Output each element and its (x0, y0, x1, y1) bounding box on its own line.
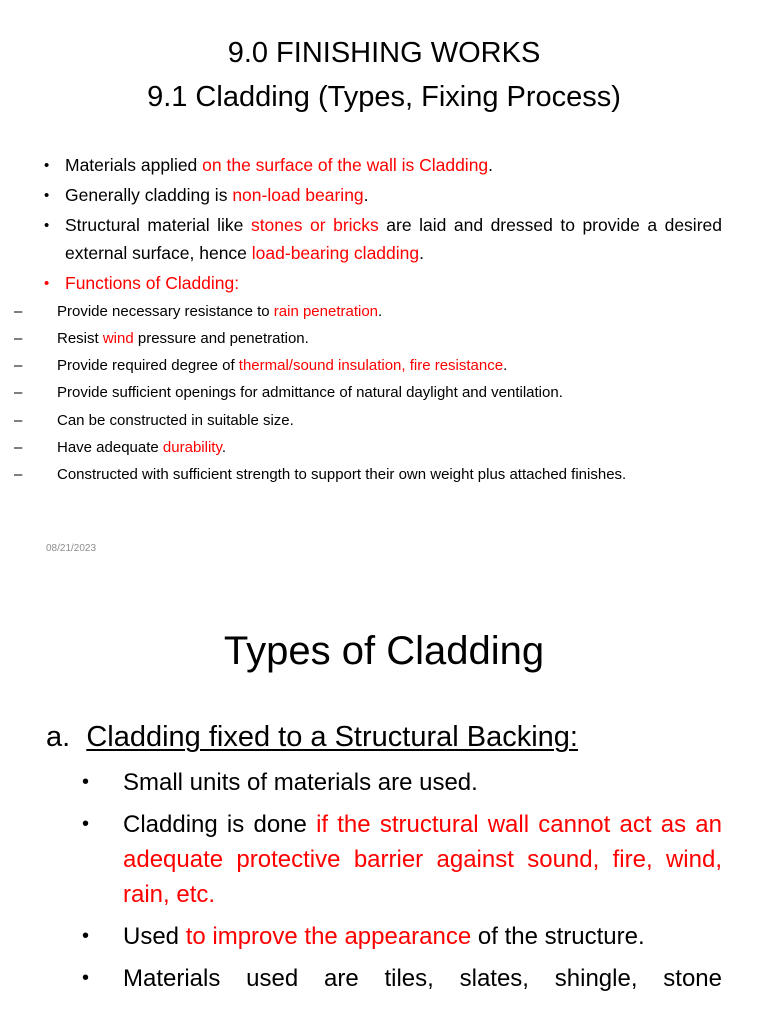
function-item (14, 381, 722, 405)
bullet-text: . (419, 242, 424, 263)
bullet-text: Small units of materials are used. (123, 769, 478, 796)
dash-icon: – (14, 438, 23, 456)
dash-icon: – (14, 466, 23, 484)
bullet-text: Cladding is done (123, 811, 317, 838)
function-highlight: durability (162, 438, 222, 456)
bullet-text: Generally cladding is (65, 185, 233, 205)
function-item (14, 463, 722, 487)
section-letter: a. (46, 721, 71, 753)
function-text: Provide required degree of (57, 357, 239, 375)
bullet-item (82, 961, 722, 996)
slide-title-line-1: 9.0 FINISHING WORKS (227, 37, 541, 69)
bullet-list (14, 152, 722, 491)
function-highlight: rain penetration (273, 302, 379, 320)
bullet-text: . (488, 155, 494, 175)
bullet-text: Used (123, 923, 186, 950)
section-heading (46, 719, 578, 755)
bullet-text: Materials used are tiles, slates, shingle, stone (123, 965, 722, 992)
bullet-icon: • (82, 967, 90, 989)
bullet-item (82, 765, 722, 800)
function-text: Resist (57, 329, 103, 347)
bullet-item (82, 807, 722, 912)
functions-heading-text: Functions of Cladding: (65, 272, 240, 293)
dash-icon: – (14, 357, 23, 375)
dash-icon: – (14, 384, 23, 402)
bullet-text: Structural material like (65, 215, 251, 235)
functions-heading (44, 270, 722, 298)
function-item (14, 327, 722, 351)
dash-icon: – (14, 329, 23, 347)
bullet-icon: • (44, 157, 50, 174)
bullet-icon: • (82, 771, 90, 793)
bullet-item (82, 919, 722, 954)
bullet-icon: • (82, 925, 90, 947)
slide-date: 08/21/2023 (46, 543, 97, 554)
function-text: pressure and penetration. (133, 329, 309, 347)
function-text: Provide sufficient openings for admittance of natural daylight and ventilation. (57, 384, 563, 402)
bullet-item (44, 182, 722, 210)
section-heading-text: Cladding fixed to a Structural Backing: (86, 721, 578, 753)
dash-icon: – (14, 302, 23, 320)
bullet-icon: • (44, 187, 50, 204)
function-item (14, 354, 722, 378)
slide-types-of-cladding (0, 585, 768, 1024)
function-text: Constructed with sufficient strength to support their own weight plus attached finishes. (57, 466, 627, 484)
dash-icon: – (14, 411, 23, 429)
function-text: Have adequate (57, 438, 163, 456)
slide-title-line-2: 9.1 Cladding (Types, Fixing Process) (147, 81, 621, 113)
bullet-highlight: non-load bearing (232, 185, 364, 205)
bullet-highlight: stones or bricks (250, 215, 379, 235)
slide-title: Types of Cladding (223, 629, 545, 673)
function-item (14, 436, 722, 460)
function-text: Can be constructed in suitable size. (57, 411, 294, 429)
bullet-icon: • (44, 274, 50, 292)
function-highlight: thermal/sound insulation, fire resistance (238, 357, 504, 375)
function-text: . (503, 357, 508, 375)
function-item (14, 409, 722, 433)
bullet-highlight: to improve the appearance (185, 923, 472, 950)
bullet-list (82, 765, 722, 1003)
bullet-item (44, 212, 722, 267)
bullet-icon: • (82, 813, 90, 835)
bullet-highlight: load-bearing cladding (251, 242, 420, 263)
bullet-item (44, 152, 722, 180)
bullet-text: of the structure. (471, 923, 645, 950)
bullet-text: Materials applied (65, 155, 203, 175)
function-item (14, 300, 722, 324)
function-text: Provide necessary resistance to (57, 302, 274, 320)
bullet-icon: • (44, 217, 50, 234)
function-text: . (378, 302, 383, 320)
bullet-highlight: if the structural wall cannot act as an adequate protective barrier against sound, fire, wind, rain, etc. (123, 811, 722, 908)
function-text: . (221, 438, 227, 456)
function-highlight: wind (102, 329, 134, 347)
bullet-text: . (363, 185, 369, 205)
bullet-text: are laid and dressed to provide a desired external surface, hence (65, 215, 722, 263)
bullet-highlight: on the surface of the wall is Cladding (202, 155, 489, 175)
